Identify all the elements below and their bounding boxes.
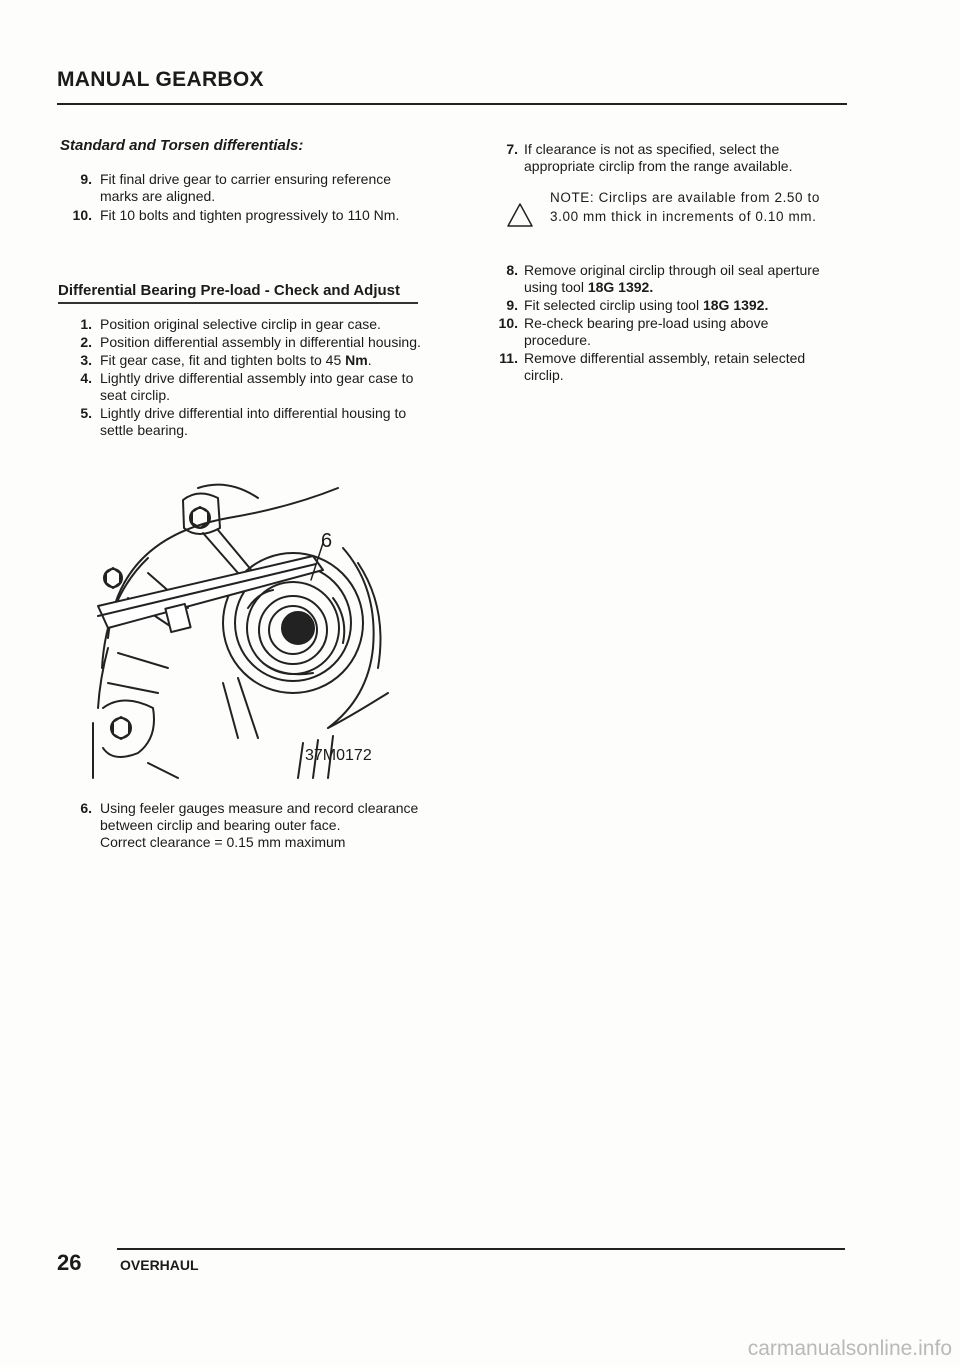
step-number: 9. <box>506 297 518 313</box>
warning-triangle-icon <box>506 202 534 228</box>
note-line: NOTE: Circlips are available from 2.50 to <box>550 190 820 205</box>
subsection-rule <box>58 302 418 304</box>
step-text-spec: Correct clearance = 0.15 mm maximum <box>100 834 346 850</box>
step-item <box>498 350 838 384</box>
step-text: Remove differential assembly, retain selected circlip. <box>524 350 806 383</box>
step-text: Re-check bearing pre-load using above procedure. <box>524 315 769 348</box>
tool-number: 18G 1392. <box>702 297 769 313</box>
step-text: Fit final drive gear to carrier ensuring reference marks are aligned. <box>100 171 392 204</box>
step-text-part: . <box>367 352 372 368</box>
step-text-part: Remove original circlip through oil seal aperture using tool <box>524 262 820 295</box>
step-number: 2. <box>80 334 92 350</box>
step-text: If clearance is not as specified, select the appropriate circlip from the range available. <box>524 141 793 174</box>
page-number: 26 <box>57 1250 82 1275</box>
step-item <box>70 352 425 369</box>
figure-callout-number: 6 <box>321 530 333 552</box>
step-number: 11. <box>499 350 518 366</box>
step-text: Position original selective circlip in gear case. <box>100 316 381 332</box>
step-item <box>498 262 838 296</box>
step-text: Fit 10 bolts and tighten progressively to 110 Nm. <box>100 207 400 223</box>
step-text-part: Fit selected circlip using tool <box>524 297 703 313</box>
note-text <box>550 188 820 226</box>
tool-number: 18G 1392. <box>587 279 654 295</box>
step-number: 7. <box>506 141 518 157</box>
step-number: 10. <box>72 207 92 223</box>
subsection-title: Differential Bearing Pre-load - Check and Adjust <box>58 282 401 299</box>
step-item <box>498 315 838 349</box>
step-item <box>70 405 425 439</box>
step-item <box>70 370 425 404</box>
step-text: Lightly drive differential into differential housing to settle bearing. <box>100 405 407 438</box>
step-text <box>524 262 838 296</box>
step-item <box>498 297 838 314</box>
step-text: Position differential assembly in differential housing. <box>100 334 421 350</box>
step-item <box>70 334 425 351</box>
watermark-text: carmanualsonline.info <box>747 1337 952 1360</box>
step-item <box>70 800 425 851</box>
footer-section-title: OVERHAUL <box>120 1257 199 1273</box>
note-line: 3.00 mm thick in increments of 0.10 mm. <box>550 209 817 224</box>
step-text: Lightly drive differential assembly into gear case to seat circlip. <box>100 370 414 403</box>
steps-list-measure <box>70 800 425 852</box>
note-block <box>506 188 846 228</box>
step-number: 10. <box>498 315 518 331</box>
page-header-title: MANUAL GEARBOX <box>57 68 264 91</box>
step-item <box>70 207 425 224</box>
step-text-part: Fit gear case, fit and tighten bolts to 45 <box>100 352 346 368</box>
header-rule <box>57 103 847 105</box>
figure-feeler-gauge-illustration <box>88 478 408 780</box>
step-item <box>70 171 425 205</box>
step-text: Using feeler gauges measure and record clearance between circlip and bearing outer face. <box>100 800 419 833</box>
step-number: 6. <box>80 800 92 816</box>
step-item <box>498 141 838 175</box>
step-number: 9. <box>80 171 92 187</box>
steps-list-select-circlip <box>498 141 838 176</box>
step-text-bold: Nm <box>345 352 368 368</box>
steps-list-final-drive <box>70 171 425 225</box>
section-title: Standard and Torsen differentials: <box>60 137 304 154</box>
step-number: 5. <box>80 405 92 421</box>
step-number: 4. <box>80 370 92 386</box>
step-item <box>70 316 425 333</box>
step-number: 3. <box>80 352 92 368</box>
figure-label: 37M0172 <box>305 747 372 764</box>
step-number: 8. <box>506 262 518 278</box>
steps-list-fit-circlip <box>498 262 838 385</box>
step-text <box>524 297 838 314</box>
footer-rule <box>117 1248 845 1250</box>
steps-list-preload <box>70 316 425 440</box>
step-text <box>100 352 425 369</box>
gearbox-line-drawing <box>88 478 408 780</box>
step-number: 1. <box>80 316 92 332</box>
